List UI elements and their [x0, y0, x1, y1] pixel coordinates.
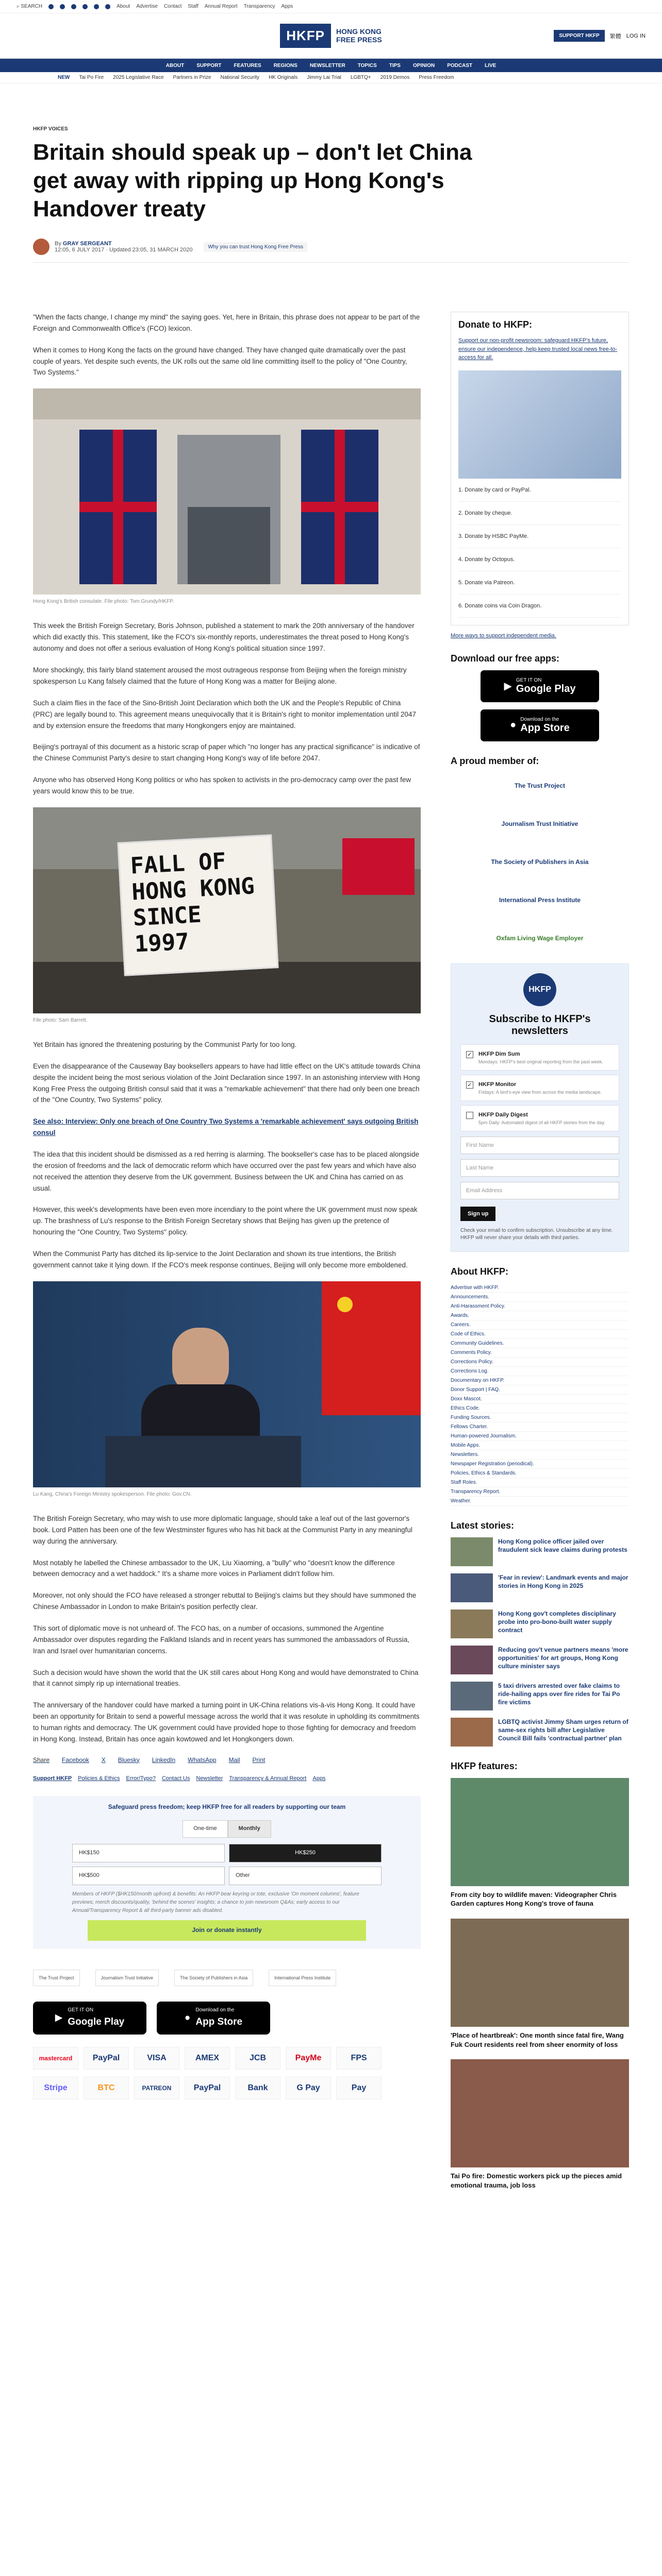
about-link[interactable]: Documentary on HKFP. — [451, 1376, 629, 1385]
support-hkfp-button[interactable]: SUPPORT HKFP — [554, 30, 604, 42]
sidebar — [451, 312, 629, 2200]
donate-option[interactable]: 6. Donate coins via Coin Dragon. — [458, 595, 621, 618]
top-link-contact[interactable]: Contact — [163, 4, 182, 9]
jti-badge[interactable]: Journalism Trust Initiative — [95, 1970, 159, 1987]
latest-story[interactable] — [451, 1646, 629, 1674]
instagram-icon[interactable] — [71, 4, 76, 9]
membership-note: Members of HKFP ($HK150/month upfront) & benefits: An HKFP bear keyring or tote, exclusive 'On moment columns', feature previews; merch discounts/quality, 'behind the scenes' insights; a chance to join newsroom Q&As; early access to our Annual/Transparency Report & all third-party banner ads disabled. — [72, 1891, 359, 1914]
apple-icon: ● — [510, 719, 517, 731]
option-desc: Mondays: HKFP's best original reporting from the past week. — [478, 1059, 603, 1064]
donation-heading: Safeguard press freedom; keep HKFP free for all readers by supporting our team — [108, 1803, 346, 1810]
about-link[interactable]: Code of Ethics. — [451, 1330, 629, 1339]
member-badge[interactable]: International Press Institute — [499, 896, 581, 904]
nav-opinion[interactable]: OPINION — [412, 62, 435, 69]
about-link[interactable]: Doxx Mascot. — [451, 1395, 629, 1404]
masthead — [0, 13, 662, 59]
see-also-link[interactable]: See also: Interview: Only one breach of One Country Two Systems a 'remarkable achievement' says outgoing British consul — [33, 1117, 419, 1137]
latest-story[interactable] — [451, 1718, 629, 1747]
feature-image[interactable] — [451, 1919, 629, 2027]
feature-story[interactable] — [451, 1778, 629, 1908]
story-thumbnail[interactable] — [451, 1682, 493, 1710]
bank-icon: Bank — [235, 2077, 280, 2099]
mastercard-icon: mastercard — [33, 2047, 78, 2070]
nav-tips[interactable]: TIPS — [389, 62, 401, 69]
checkbox[interactable]: ✓ — [466, 1051, 473, 1058]
one-time-tab[interactable]: One-time — [183, 1820, 227, 1838]
store-small: GET IT ON — [68, 2007, 94, 2013]
share-whatsapp[interactable]: WhatsApp — [188, 1756, 217, 1764]
member-block — [451, 756, 629, 951]
store-name: App Store — [195, 2016, 243, 2028]
play-icon: ▶ — [55, 2012, 63, 2023]
newsletter-box — [451, 963, 629, 1252]
amount-option[interactable]: HK$150 — [72, 1844, 225, 1862]
threads-icon[interactable] — [94, 4, 99, 9]
store-small: Download on the — [195, 2007, 235, 2013]
author-avatar — [33, 239, 49, 255]
about-link[interactable]: Careers. — [451, 1320, 629, 1330]
sidebar-google-play-button[interactable] — [481, 670, 599, 702]
footer-badges — [33, 1970, 421, 1987]
trust-link[interactable]: Why you can trust Hong Kong Free Press — [204, 242, 307, 252]
facebook-icon[interactable] — [48, 4, 54, 9]
share-label: Share — [33, 1756, 50, 1764]
feature-image[interactable] — [451, 2059, 629, 2167]
trust-project-badge[interactable]: The Trust Project — [33, 1970, 80, 1987]
stripe-icon: Stripe — [33, 2077, 78, 2099]
store-name: App Store — [520, 722, 570, 734]
linkedin-icon[interactable] — [105, 4, 110, 9]
paragraph: More shockingly, this fairly bland statement aroused the most outrageous response from Beijing when the foreign ministry spokesperson Lu Kang falsely claimed that the future of Hong Kong was a matter for Beijing alone. — [33, 666, 407, 685]
paragraph: However, this week's developments have been even more incendiary to the point where the UK government must now speak up. The brashness of Lu's response to the British Foreign Secretary shows that Beijing has given up the pretence of honouring the "One Country, Two Systems" policy. — [33, 1206, 418, 1236]
paragraph: This week the British Foreign Secretary, Boris Johnson, published a statement to mark the 20th anniversary of the handover which did exactly this. This statement, like the FCO's six-monthly reports, underestimates the threat posed to Hong Kong's autonomy and does not offer a serious evaluation of Hong Kong's political situation since 1997. — [33, 622, 415, 653]
amount-option-selected[interactable]: HK$250 — [229, 1844, 382, 1862]
donate-intro-link[interactable]: Support our non-profit newsroom: safeguard HKFP's future, ensure our independence, help keep trusted local news free-to-access for all. — [458, 337, 618, 361]
logo-mark: HKFP — [280, 24, 331, 48]
paypal-icon: PayPal — [84, 2047, 129, 2070]
feature-headline[interactable]: Tai Po fire: Domestic workers pick up the pieces amid emotional trauma, job loss — [451, 2172, 622, 2189]
share-bluesky[interactable]: Bluesky — [118, 1756, 140, 1764]
play-icon: ▶ — [504, 681, 512, 692]
article-footer-links — [33, 1774, 421, 1784]
amount-options — [72, 1844, 382, 1885]
join-donate-button[interactable]: Join or donate instantly — [88, 1920, 366, 1940]
apple-icon: ● — [184, 2012, 191, 2023]
trending-nav — [0, 72, 662, 83]
latest-story[interactable] — [451, 1609, 629, 1638]
lu-kang-photo — [33, 1281, 421, 1487]
nav-support[interactable]: SUPPORT — [196, 62, 222, 69]
nav-podcast[interactable]: PODCAST — [447, 62, 473, 69]
top-link-transparency[interactable]: Transparency — [243, 4, 275, 9]
language-toggle[interactable]: 繁體 — [609, 33, 621, 40]
about-link[interactable]: Awards. — [451, 1311, 629, 1320]
figure-lukang — [33, 1281, 421, 1499]
footer-link[interactable]: Support HKFP — [33, 1775, 72, 1782]
sopa-badge[interactable]: The Society of Publishers in Asia — [174, 1970, 253, 1987]
bitcoin-icon: BTC — [84, 2077, 129, 2099]
protest-photo — [33, 807, 421, 1013]
member-badge[interactable]: The Society of Publishers in Asia — [491, 858, 589, 866]
x-icon[interactable] — [60, 4, 65, 9]
paragraph: Moreover, not only should the FCO have released a stronger rebuttal to Beijing's claims but they should have summoned the Chinese Ambassador in London to make Britain's position perfectly clear. — [33, 1591, 417, 1611]
donate-option[interactable]: 4. Donate by Octopus. — [458, 548, 621, 571]
story-headline[interactable]: Reducing gov't venue partners means 'more opportunities' for art groups, Hong Kong culture minister says — [498, 1646, 628, 1670]
feature-headline[interactable]: 'Place of heartbreak': One month since fatal fire, Wang Fuk Court residents reel from sheer enormity of loss — [451, 2031, 624, 2048]
trending-link[interactable]: Press Freedom — [419, 75, 454, 80]
story-thumbnail[interactable] — [451, 1646, 493, 1674]
nav-newsletter[interactable]: NEWSLETTER — [309, 62, 345, 69]
payme-icon: PayMe — [286, 2047, 331, 2070]
consulate-photo — [33, 388, 421, 595]
about-link[interactable]: Corrections Policy. — [451, 1358, 629, 1367]
newsletter-option[interactable] — [460, 1105, 619, 1131]
paragraph: Such a decision would have shown the world that the UK still cares about Hong Kong and would have demonstrated to China that it cannot simply rip up international treaties. — [33, 1668, 419, 1688]
jcb-icon: JCB — [235, 2047, 280, 2070]
newsletter-logo: HKFP — [523, 973, 556, 1006]
paypal-icon: PayPal — [185, 2077, 230, 2099]
newsletter-title: Subscribe to HKFP's newsletters — [489, 1013, 591, 1037]
donate-title: Donate to HKFP: — [458, 319, 532, 330]
member-badge[interactable]: Journalism Trust Initiative — [501, 820, 578, 827]
story-headline[interactable]: Hong Kong police officer jailed over fraudulent sick leave claims during protests — [498, 1537, 627, 1554]
author-name[interactable]: GRAY SERGEANT — [62, 241, 112, 247]
about-link[interactable]: Fellows Charter. — [451, 1422, 629, 1432]
paragraph: When the Communist Party has ditched its lip-service to the Joint Declaration and shown its true intentions, the British government cannot take it lying down. If the FCO's meek response continues, Beijing will only become more emboldened. — [33, 1250, 408, 1269]
top-utility-bar — [0, 0, 662, 13]
logo-line-2: FREE PRESS — [336, 35, 382, 44]
story-headline[interactable]: Hong Kong gov't completes disciplinary probe into pro-bono-built water supply contract — [498, 1609, 616, 1634]
footer-link[interactable]: Transparency & Annual Report — [229, 1775, 307, 1782]
frequency-toggle — [41, 1820, 412, 1838]
nav-regions[interactable]: REGIONS — [273, 62, 297, 69]
search-link[interactable]: ⌕ SEARCH — [16, 4, 43, 9]
share-x[interactable]: X — [101, 1756, 106, 1764]
story-thumbnail[interactable] — [451, 1573, 493, 1602]
app-store-buttons — [33, 2002, 421, 2035]
paragraph: "When the facts change, I change my mind" the saying goes. Yet, here in Britain, this phrase does not appear to be part of the Foreign and Commonwealth Office's (FCO) lexicon. — [33, 313, 420, 332]
monthly-tab[interactable]: Monthly — [228, 1820, 271, 1838]
feature-story[interactable] — [451, 1919, 629, 2049]
search-label: SEARCH — [21, 4, 43, 9]
caption: Lu Kang, China's Foreign Ministry spokesperson. File photo: Gov.CN. — [33, 1491, 192, 1497]
paragraph: Beijing's portrayal of this document as a historic scrap of paper which "no longer has any practical significance" is indicative of the Chinese Communist Party's desire to start changing Hong Kong's way of life before 2047. — [33, 743, 420, 762]
option-desc: 5pm Daily: Automated digest of all HKFP stories from the day. — [478, 1120, 605, 1125]
about-link[interactable]: Comments Policy. — [451, 1348, 629, 1358]
about-link[interactable]: Community Guidelines. — [451, 1339, 629, 1348]
paragraph: Anyone who has observed Hong Kong politics or who has spoken to activists in the pro-democracy camp over the past few years would know this to be true. — [33, 776, 411, 795]
newsletter-note: Check your email to confirm subscription. Unsubscribe at any time. HKFP will never share your details with third parties. — [460, 1227, 613, 1241]
ipi-badge[interactable]: International Press Institute — [269, 1970, 336, 1987]
top-link-apps[interactable]: Apps — [281, 4, 293, 9]
apple-pay-icon: Pay — [336, 2077, 382, 2099]
amount-option-other[interactable]: Other — [229, 1867, 382, 1885]
trending-link[interactable]: Tai Po Fire — [79, 75, 104, 80]
article-date: 12:05, 6 JULY 2017 · Updated 23:05, 31 MARCH 2020 — [55, 247, 193, 253]
about-link[interactable]: Ethics Code. — [451, 1404, 629, 1413]
share-mail[interactable]: Mail — [228, 1756, 240, 1764]
features-title: HKFP features: — [451, 1760, 518, 1771]
trending-link[interactable]: Partners in Prize — [173, 75, 211, 80]
trending-link[interactable]: Jimmy Lai Trial — [307, 75, 341, 80]
caption: Hong Kong's British consulate. File photo: Tom Grundy/HKFP. — [33, 599, 174, 605]
latest-title: Latest stories: — [451, 1520, 515, 1531]
top-link-advertise[interactable]: Advertise — [136, 4, 158, 9]
logo-line-1: HONG KONG — [336, 27, 382, 36]
paragraph: When it comes to Hong Kong the facts on the ground have changed. They have changed quite dramatically over the past couple of years. Yet despite such events, the UK rolls out the same old line committing itself to the policy of "One Country, Two Systems." — [33, 346, 407, 377]
more-ways-link[interactable]: More ways to support independent media. — [451, 632, 556, 639]
footer-link[interactable]: Apps — [312, 1775, 326, 1782]
last-name-input[interactable]: Last Name — [460, 1159, 619, 1177]
about-list — [451, 1283, 629, 1506]
newsletter-option[interactable] — [460, 1075, 619, 1101]
main-content — [33, 126, 629, 2189]
about-link[interactable]: Staff Roles. — [451, 1478, 629, 1487]
trending-link[interactable]: National Security — [220, 75, 260, 80]
donate-options — [458, 479, 621, 618]
amount-option[interactable]: HK$500 — [72, 1867, 225, 1885]
google-pay-icon: G Pay — [286, 2077, 331, 2099]
donate-option[interactable]: 5. Donate via Patreon. — [458, 571, 621, 595]
trending-link[interactable]: LGBTQ+ — [350, 75, 371, 80]
protest-sign: FALL OF HONG KONG SINCE 1997 — [117, 834, 278, 976]
article-body — [33, 312, 421, 2099]
paragraph: Such a claim flies in the face of the Sino-British Joint Declaration which both the UK and the People's Republic of China (PRC) are legally bound to. This agreement means unequivocally that it is Britain's right to monitor implementation until 2047 and by extension ensure the freedoms that many Hongkongers enjoy are maintained. — [33, 699, 416, 730]
share-linkedin[interactable]: LinkedIn — [152, 1756, 176, 1764]
story-headline[interactable]: 'Fear in review': Landmark events and major stories in Hong Kong in 2025 — [498, 1573, 628, 1590]
about-link[interactable]: Advertise with HKFP. — [451, 1283, 629, 1293]
share-bar — [33, 1755, 421, 1765]
apps-title: Download our free apps: — [451, 653, 560, 664]
about-block — [451, 1266, 629, 1506]
donate-option[interactable]: 2. Donate by cheque. — [458, 502, 621, 525]
feature-image[interactable] — [451, 1778, 629, 1886]
donate-option[interactable]: 3. Donate by HSBC PayMe. — [458, 525, 621, 548]
footer-link[interactable]: Policies & Ethics — [78, 1775, 120, 1782]
feature-headline[interactable]: From city boy to wildlife maven: Videographer Chris Garden captures Hong Kong's trove of fauna — [451, 1890, 617, 1908]
donate-panel — [451, 312, 629, 625]
about-link[interactable]: Announcements. — [451, 1293, 629, 1302]
footer-link[interactable]: Error/Typo? — [126, 1775, 156, 1782]
member-badge[interactable]: Oxfam Living Wage Employer — [496, 934, 584, 942]
about-link[interactable]: Corrections Log. — [451, 1367, 629, 1376]
byline: By GRAY SERGEANT 12:05, 6 JULY 2017 · Updated 23:05, 31 MARCH 2020 Why you can trust Hong Kong Free Press — [33, 239, 629, 255]
option-title: HKFP Monitor — [478, 1081, 517, 1088]
latest-story[interactable] — [451, 1537, 629, 1566]
divider — [33, 262, 629, 263]
article-title: Britain should speak up – don't let China get away with ripping up Hong Kong's Handover treaty — [33, 140, 472, 222]
option-desc: Fridays: A bird's-eye view from across the media landscape. — [478, 1089, 602, 1095]
about-link[interactable]: Newspaper Registration (periodical). — [451, 1460, 629, 1469]
nav-live[interactable]: LIVE — [485, 62, 496, 69]
paragraph: The idea that this incident should be dismissed as a red herring is alarming. The bookseller's case has to be placed alongside the erosion of freedoms and the lack of democratic reform which have occurred over the past few years and which have also not received the attention they deserve from the UK government. Business between the UK and China has carried on as usual. — [33, 1150, 420, 1192]
top-link-staff[interactable]: Staff — [188, 4, 198, 9]
nav-topics[interactable]: TOPICS — [357, 62, 377, 69]
article-kicker[interactable]: HKFP VOICES — [33, 126, 68, 132]
app-store-button[interactable] — [157, 2002, 270, 2035]
email-input[interactable]: Email Address — [460, 1182, 619, 1199]
about-link[interactable]: Weather. — [451, 1497, 629, 1506]
about-link[interactable]: Mobile Apps. — [451, 1441, 629, 1450]
footer-link[interactable]: Newsletter — [196, 1775, 223, 1782]
paragraph: Even the disappearance of the Causeway Bay booksellers appears to have had little effect on the UK's attitude towards China despite the incident being the most serious violation of the Joint Declaration since 1997. In an astonishing interview with Hong Kong Free Press the outgoing British consul said that it was a "remarkable achievement" that there had only been one breach of the "One Country, Two Systems" policy. — [33, 1062, 421, 1104]
trending-link[interactable]: 2025 Legislative Race — [113, 75, 164, 80]
nav-features[interactable]: FEATURES — [234, 62, 261, 69]
new-label: NEW — [58, 75, 70, 80]
visa-icon: VISA — [134, 2047, 179, 2070]
about-link[interactable]: Newsletters. — [451, 1450, 629, 1460]
paragraph: The anniversary of the handover could have marked a turning point in UK-China relations vis-à-vis Hong Kong. It could have been an opportunity for Britain to send a powerful message across the world that it was resolute in upholding its commitments to human rights and democracy. The UK government could have provided hope to those fighting for democracy and freedom in Hong Kong. Instead, Britain has once again kowtowed and let Hongkongers down. — [33, 1701, 420, 1743]
paragraph: Most notably he labelled the Chinese ambassador to the UK, Liu Xiaoming, a "bully" who "doesn't know the difference between democracy and a wet haddock." It's a shame more voices in Parliament didn't follow him. — [33, 1558, 395, 1578]
store-small: Download on the — [520, 716, 559, 722]
payment-methods — [33, 2047, 421, 2099]
story-thumbnail[interactable] — [451, 1537, 493, 1566]
story-thumbnail[interactable] — [451, 1718, 493, 1747]
trending-link[interactable]: HK Originals — [269, 75, 298, 80]
top-link-about[interactable]: About — [117, 4, 130, 9]
newsletter-option[interactable] — [460, 1044, 619, 1071]
share-print[interactable]: Print — [252, 1756, 266, 1764]
feature-story[interactable] — [451, 2059, 629, 2190]
story-headline[interactable]: 5 taxi drivers arrested over fake claims to ride-hailing apps over fire rides for Tai Po fire victims — [498, 1682, 620, 1706]
first-name-input[interactable]: First Name — [460, 1137, 619, 1154]
google-play-button[interactable] — [33, 2002, 146, 2035]
login-link[interactable]: LOG IN — [626, 32, 646, 39]
donation-widget — [33, 1796, 421, 1949]
signup-button[interactable]: Sign up — [460, 1207, 495, 1221]
youtube-icon[interactable] — [82, 4, 88, 9]
sidebar-app-store-button[interactable] — [481, 709, 599, 741]
checkbox[interactable] — [466, 1112, 473, 1119]
share-facebook[interactable]: Facebook — [62, 1756, 89, 1764]
store-name: Google Play — [68, 2016, 125, 2028]
paragraph: Yet Britain has ignored the threatening posturing by the Communist Party for too long. — [33, 1040, 297, 1048]
about-link[interactable]: Human-powered Journalism. — [451, 1432, 629, 1441]
about-link[interactable]: Funding Sources. — [451, 1413, 629, 1422]
latest-story[interactable] — [451, 1682, 629, 1710]
patreon-icon: PATREON — [134, 2077, 179, 2099]
paragraph: The British Foreign Secretary, who may wish to use more diplomatic language, should take a leaf out of the last governor's book. Lord Patten has been one of the few Westminster figures who has hit back at the Communist Party in any meaningful way during the anniversary. — [33, 1514, 412, 1545]
about-link[interactable]: Policies, Ethics & Standards. — [451, 1469, 629, 1478]
latest-block — [451, 1520, 629, 1747]
store-name: Google Play — [516, 683, 576, 694]
nav-about[interactable]: ABOUT — [166, 62, 185, 69]
figure-protest — [33, 807, 421, 1025]
member-badge[interactable]: The Trust Project — [514, 782, 566, 789]
top-link-annual-report[interactable]: Annual Report — [204, 4, 238, 9]
about-link[interactable]: Anti-Harassment Policy. — [451, 1302, 629, 1311]
amex-icon: AMEX — [185, 2047, 230, 2070]
footer-link[interactable]: Contact Us — [161, 1775, 190, 1782]
checkbox[interactable]: ✓ — [466, 1081, 473, 1089]
store-small: GET IT ON — [516, 677, 542, 683]
member-title: A proud member of: — [451, 755, 539, 766]
latest-story[interactable] — [451, 1573, 629, 1602]
about-title: About HKFP: — [451, 1266, 508, 1277]
paragraph: This sort of diplomatic move is not unheard of. The FCO has, on a number of occasions, summoned the Argentine Ambassador over disputes regarding the Falkland Islands and in recent years has summoned the ambassadors of Russia, Iran and Israel over humanitarian concerns. — [33, 1624, 410, 1655]
caption: File photo: Sam Barrett. — [33, 1017, 88, 1023]
figure-consulate — [33, 388, 421, 606]
option-title: HKFP Dim Sum — [478, 1050, 520, 1057]
trending-link[interactable]: 2019 Demos — [380, 75, 410, 80]
option-title: HKFP Daily Digest — [478, 1111, 528, 1118]
fps-icon: FPS — [336, 2047, 382, 2070]
about-link[interactable]: Donor Support | FAQ. — [451, 1385, 629, 1395]
apps-block — [451, 653, 629, 741]
donate-option[interactable]: 1. Donate by card or PayPal. — [458, 479, 621, 502]
story-thumbnail[interactable] — [451, 1609, 493, 1638]
main-nav — [0, 59, 662, 72]
story-headline[interactable]: LGBTQ activist Jimmy Sham urges return of same-sex rights bill after Legislative Council Bill fails 'contractual partner' plan — [498, 1718, 628, 1742]
hkfp-logo[interactable] — [280, 24, 382, 48]
features-block — [451, 1761, 629, 2190]
donate-banner-image — [458, 370, 621, 479]
about-link[interactable]: Transparency Report. — [451, 1487, 629, 1497]
